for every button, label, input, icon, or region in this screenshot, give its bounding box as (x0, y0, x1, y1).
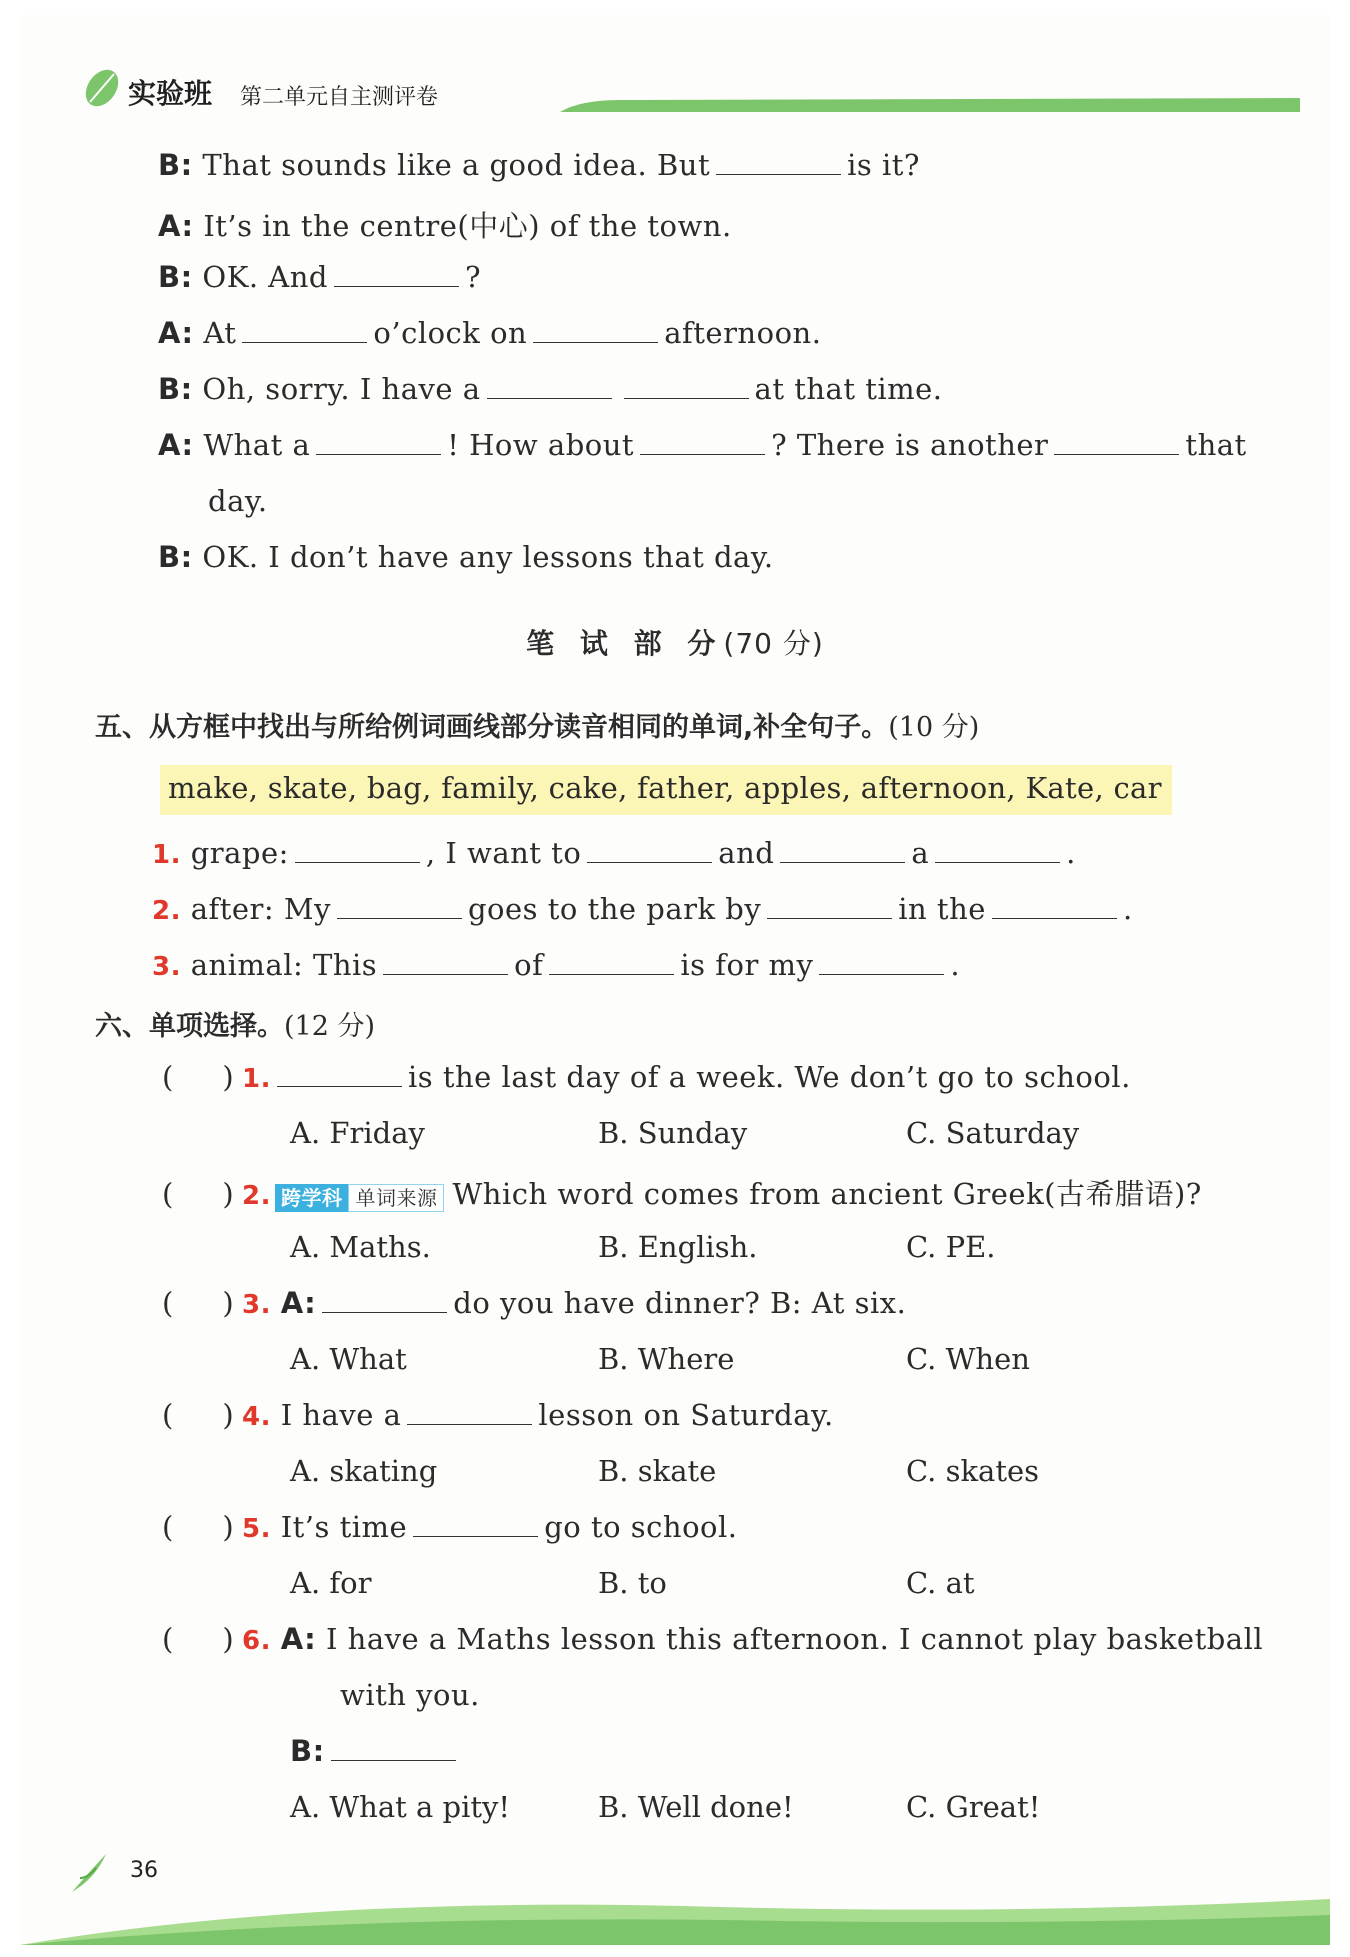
option-b[interactable]: B. English. (598, 1230, 758, 1264)
dialogue-line: A: At o’clock on afternoon. (158, 316, 822, 350)
answer-parens[interactable]: ( ) (162, 1510, 235, 1544)
option-c[interactable]: C. at (906, 1566, 975, 1600)
answer-blank[interactable] (533, 318, 658, 343)
answer-blank[interactable] (383, 950, 508, 975)
option-c[interactable]: C. skates (906, 1454, 1040, 1488)
page-number: 36 (130, 1858, 158, 1883)
footer-green-wave (20, 1885, 1330, 1945)
answer-blank[interactable] (935, 838, 1060, 863)
answer-parens[interactable]: ( ) (162, 1622, 235, 1656)
answer-blank[interactable] (767, 894, 892, 919)
option-c[interactable]: C. PE. (906, 1230, 996, 1264)
answer-blank[interactable] (242, 318, 367, 343)
word-box-words: make, skate, bag, family, cake, father, apples, afternoon, Kate, car (168, 771, 1162, 805)
option-c[interactable]: C. Great! (906, 1790, 1041, 1824)
header-green-bar (560, 98, 1300, 112)
section5-item: 3. animal: This of is for my . (152, 948, 961, 982)
option-a[interactable]: A. Maths. (290, 1230, 431, 1264)
option-c[interactable]: C. When (906, 1342, 1030, 1376)
section5-item: 1. grape: , I want to and a . (152, 836, 1076, 870)
answer-blank[interactable] (331, 1736, 456, 1761)
answer-blank[interactable] (407, 1400, 532, 1425)
option-b[interactable]: B. Well done! (598, 1790, 794, 1824)
option-a[interactable]: A. What a pity! (290, 1790, 511, 1824)
section6-title: 六、单项选择。(12 分) (95, 1011, 376, 1042)
written-part-title: 笔 试 部 分(70 分) (526, 627, 824, 660)
answer-parens[interactable]: ( ) (162, 1286, 235, 1320)
question-3: ( ) 3. A: do you have dinner? B: At six. (162, 1286, 907, 1320)
answer-blank[interactable] (640, 430, 765, 455)
option-a[interactable]: A. skating (290, 1454, 438, 1488)
answer-blank[interactable] (992, 894, 1117, 919)
page-header (80, 60, 1300, 120)
option-b[interactable]: B. Where (598, 1342, 735, 1376)
answer-blank[interactable] (277, 1062, 402, 1087)
answer-blank[interactable] (487, 374, 612, 399)
option-a[interactable]: A. for (290, 1566, 372, 1600)
question-1: ( ) 1. is the last day of a week. We don’t go to school. (162, 1060, 1131, 1094)
option-b[interactable]: B. Sunday (598, 1116, 748, 1150)
header-title: 第二单元自主测评卷 (240, 85, 439, 110)
answer-blank[interactable] (322, 1288, 447, 1313)
answer-blank[interactable] (716, 150, 841, 175)
answer-blank[interactable] (549, 950, 674, 975)
answer-parens[interactable]: ( ) (162, 1177, 235, 1211)
dialogue-line: day. (208, 484, 268, 518)
answer-blank[interactable] (295, 838, 420, 863)
answer-blank[interactable] (819, 950, 944, 975)
leaf-logo-icon (80, 66, 124, 110)
dialogue-line: B: Oh, sorry. I have a at that time. (158, 372, 943, 406)
answer-blank[interactable] (316, 430, 441, 455)
dialogue-line: B: OK. And ? (158, 260, 482, 294)
option-c[interactable]: C. Saturday (906, 1116, 1080, 1150)
dialogue-line: A: It’s in the centre(中心) of the town. (158, 209, 732, 243)
cross-subject-tag: 跨学科 单词来源 (275, 1182, 445, 1211)
question-6-continuation: with you. (340, 1678, 480, 1712)
answer-blank[interactable] (337, 894, 462, 919)
dialogue-line: B: That sounds like a good idea. But is it? (158, 148, 920, 182)
option-b[interactable]: B. skate (598, 1454, 717, 1488)
brand-name: 实验班 (128, 77, 213, 110)
answer-blank[interactable] (624, 374, 749, 399)
question-4: ( ) 4. I have a lesson on Saturday. (162, 1398, 834, 1432)
dialogue-line: B: OK. I don’t have any lessons that day. (158, 540, 774, 574)
answer-blank[interactable] (780, 838, 905, 863)
option-a[interactable]: A. Friday (290, 1116, 425, 1150)
answer-blank[interactable] (334, 262, 459, 287)
word-box (160, 765, 1172, 815)
dialogue-line: A: What a ! How about ? There is another that (158, 428, 1247, 462)
question-5: ( ) 5. It’s time go to school. (162, 1510, 738, 1544)
question-6-b-line: B: (290, 1734, 462, 1768)
answer-blank[interactable] (1054, 430, 1179, 455)
answer-blank[interactable] (413, 1512, 538, 1537)
answer-blank[interactable] (587, 838, 712, 863)
section5-item: 2. after: My goes to the park by in the . (152, 892, 1133, 926)
question-6: ( ) 6. A: I have a Maths lesson this afternoon. I cannot play basketball (162, 1622, 1264, 1656)
section5-title: 五、从方框中找出与所给例词画线部分读音相同的单词,补全句子。(10 分) (95, 712, 980, 743)
answer-parens[interactable]: ( ) (162, 1060, 235, 1094)
answer-parens[interactable]: ( ) (162, 1398, 235, 1432)
option-b[interactable]: B. to (598, 1566, 667, 1600)
question-2: ( ) 2. 跨学科 单词来源 Which word comes from ancient Greek(古希腊语)? (162, 1177, 1202, 1211)
option-a[interactable]: A. What (290, 1342, 407, 1376)
